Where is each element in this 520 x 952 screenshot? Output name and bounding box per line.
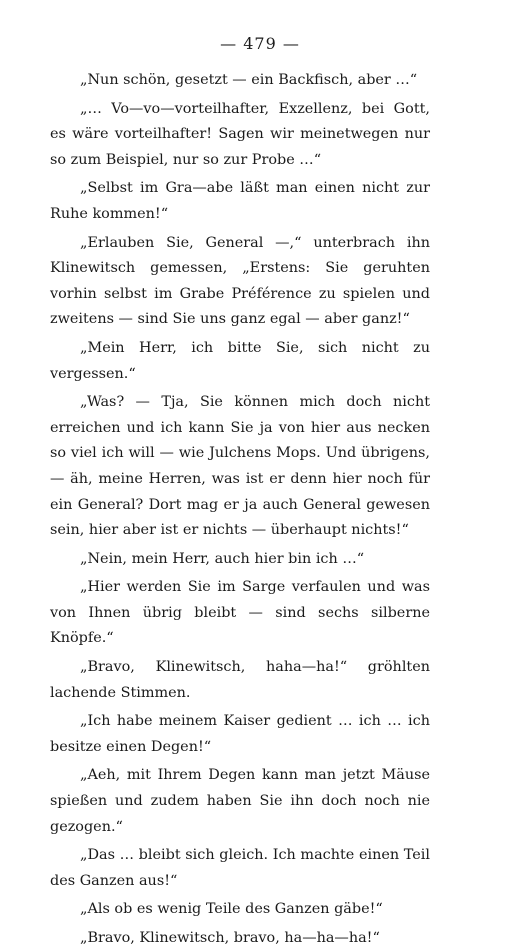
paragraph: „Als ob es wenig Teile des Ganzen gäbe!“ <box>80 901 383 918</box>
paragraph: „… Vo—vo—vorteilhafter, Exzellenz, bei Gott, es wäre vorteilhafter! Sagen wir meinetwegen nur so zum Beispiel, nur so zur Probe …“ <box>50 100 430 168</box>
body-text <box>50 68 430 952</box>
paragraph: „Nun schön, gesetzt — ein Backfisch, aber …“ <box>80 72 418 88</box>
paragraph: „Erlauben Sie, General —,“ unterbrach ihn Klinewitsch gemessen, „Erstens: Sie geruhten vorhin selbst im Grabe Préférence zu spielen und zweitens — sind Sie uns ganz egal — aber ganz!“ <box>50 234 430 328</box>
paragraph: „Ich habe meinem Kaiser gedient … ich … ich besitze einen Degen!“ <box>50 713 430 755</box>
paragraph: „Bravo, Klinewitsch, bravo, ha—ha—ha!“ <box>80 930 380 946</box>
paragraph: „Aeh, mit Ihrem Degen kann man jetzt Mäuse spießen und zudem haben Sie ihn doch noch nie gezogen.“ <box>50 767 430 835</box>
page-number: — 479 — <box>220 34 300 53</box>
paragraph: „Mein Herr, ich bitte Sie, sich nicht zu vergessen.“ <box>50 339 430 382</box>
paragraph: „Selbst im Gra—abe läßt man einen nicht zur Ruhe kommen!“ <box>50 180 430 222</box>
paragraph: „Bravo, Klinewitsch, haha—ha!“ gröhlten lachende Stimmen. <box>50 659 430 701</box>
paragraph: „Was? — Tja, Sie können mich doch nicht erreichen und ich kann Sie ja von hier aus necken so viel ich will — wie Julchens Mops. Und übrigens, — äh, meine Herren, was ist er denn hier noch für ein General? Dort mag er ja auch General gewesen sein, hier aber ist er nichts — überhaupt nichts!“ <box>50 394 430 539</box>
paragraph: „Hier werden Sie im Sarge verfaulen und was von Ihnen übrig bleibt — sind sechs silberne Knöpfe.“ <box>50 579 430 647</box>
paragraph: „Nein, mein Herr, auch hier bin ich …“ <box>80 550 365 567</box>
paragraph: „Das … bleibt sich gleich. Ich machte einen Teil des Ganzen aus!“ <box>50 847 430 889</box>
